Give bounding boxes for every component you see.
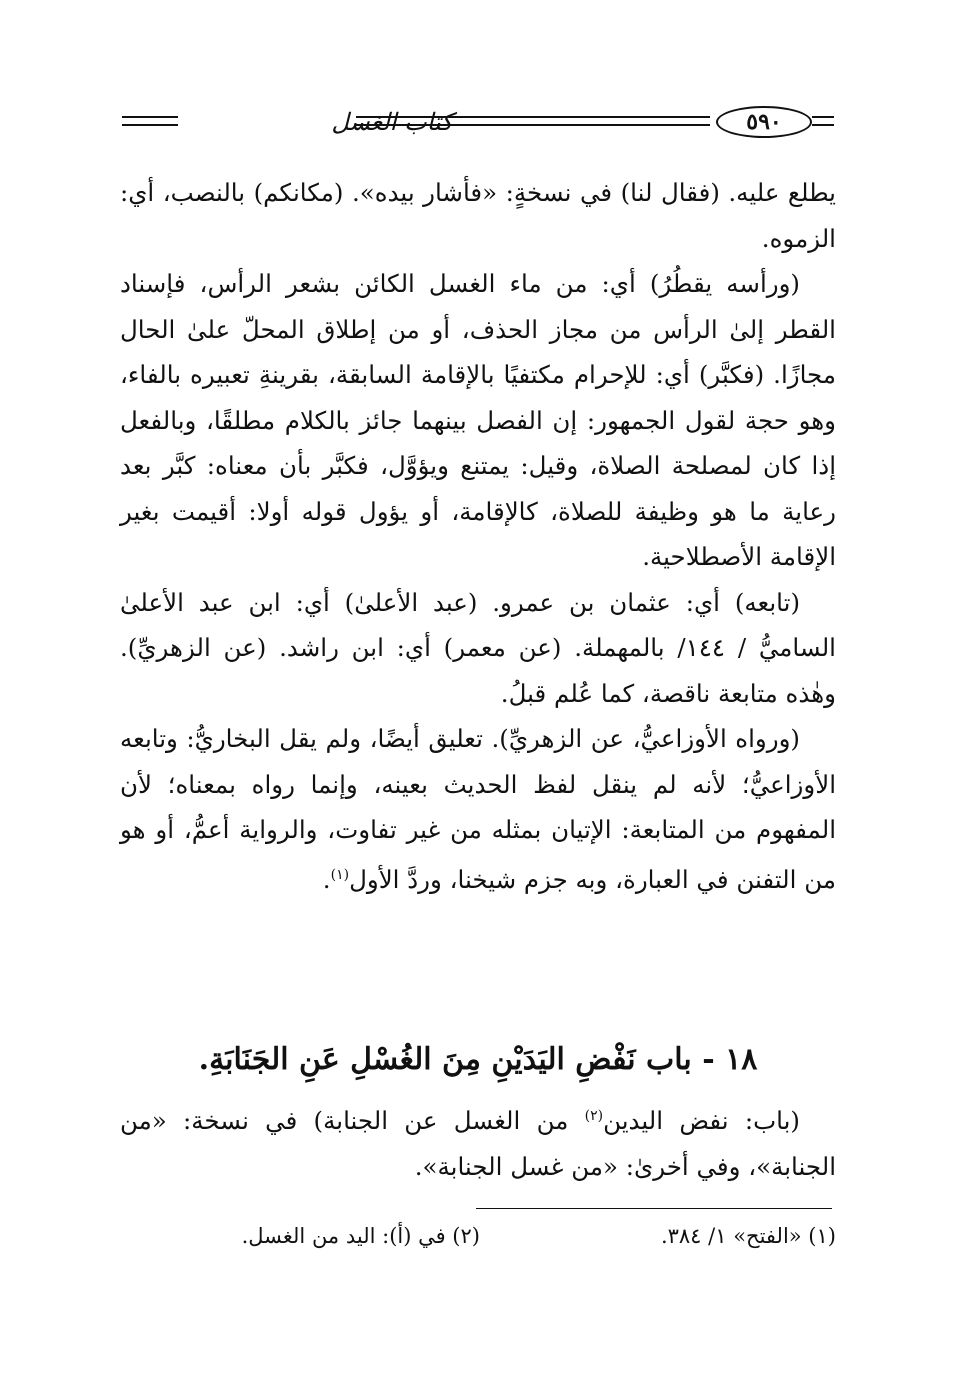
footnote-2: (٢) في (أ): اليد من الغسل. <box>241 1224 480 1248</box>
chapter-paragraph-part2: من الغسل عن الجنابة) في نسخة: «من الجنابة»، وفي أخرىٰ: «من غسل الجنابة». <box>120 1106 836 1181</box>
chapter-body-text <box>120 1094 836 1189</box>
header-rule-middle-1 <box>356 116 710 118</box>
paragraph-2: (ورأسه يقطُرُ) أي: من ماء الغسل الكائن بشعر الرأس، فإسناد القطر إلىٰ الرأس من مجاز الحذف، أو من إطلاق المحلّ علىٰ الحال مجازًا. (فكبَّر) أي: للإحرام مكتفيًا بالإقامة السابقة، بقرينةِ تعبيره بالفاء، وهو حجة لقول الجمهور: إن الفصل بينهما جائز بالكلام مطلقًا، وبالفعل إذا كان لمصلحة الصلاة، وقيل: يمتنع ويؤوَّل، فكبَّر بأن معناه: كبَّر بعد رعاية ما هو وظيفة للصلاة، كالإقامة، أو يؤول قوله أولا: أقيمت بغير الإقامة الأصطلاحية. <box>120 269 836 571</box>
chapter-paragraph-part1: (باب: نفض اليدين <box>603 1106 800 1136</box>
paragraph-3: (تابعه) أي: عثمان بن عمرو. (عبد الأعلىٰ) أي: ابن عبد الأعلىٰ الساميُّ / ١٤٤/ بالمهملة. (عن معمر) أي: ابن راشد. (عن الزهريِّ). وهٰذه متابعة ناقصة، كما عُلم قبلُ. <box>120 587 836 708</box>
chapter-heading: ١٨ - باب نَفْضِ اليَدَيْنِ مِنَ الغُسْلِ عَنِ الجَنَابَةِ. <box>198 1042 758 1077</box>
footnotes <box>190 1218 836 1254</box>
paragraph-1: يطلع عليه. (فقال لنا) في نسخةٍ: «فأشار بيده». (مكانكم) بالنصب، أي: الزموه. <box>120 178 836 253</box>
header-rule-middle-2 <box>356 124 710 126</box>
header-rule-left-1 <box>122 116 178 118</box>
paragraph-4 <box>120 716 836 902</box>
paragraph-4-text: (ورواه الأوزاعيُّ، عن الزهريِّ). تعليق أيضًا، ولم يقل البخاريُّ: وتابعه الأوزاعيُّ؛ لأنه لم ينقل لفظ الحديث بعينه، وإنما رواه بمعناه؛ لأن المفهوم من المتابعة: الإتيان بمثله من غير تفاوت، والرواية أعمُّ، أو هو من التفنن في العبارة، وبه جزم شيخنا، وردَّ الأول <box>120 724 836 894</box>
footnote-1: (١) «الفتح» ١/ ٣٨٤. <box>660 1224 836 1248</box>
header-rule-right-2 <box>812 124 834 126</box>
footnote-marker-1: (١) <box>330 866 350 883</box>
header-rule-right-1 <box>812 116 834 118</box>
header-book-title: كتاب الغسل <box>331 108 453 136</box>
footnote-separator <box>476 1208 832 1209</box>
chapter-paragraph <box>120 1094 836 1189</box>
page-number: ٥٩٠ <box>716 106 812 138</box>
paragraph-4-end: . <box>322 864 331 894</box>
running-header <box>122 104 834 144</box>
body-text <box>120 170 836 902</box>
header-rule-left-2 <box>122 124 178 126</box>
footnote-marker-2: (٢) <box>584 1108 604 1124</box>
